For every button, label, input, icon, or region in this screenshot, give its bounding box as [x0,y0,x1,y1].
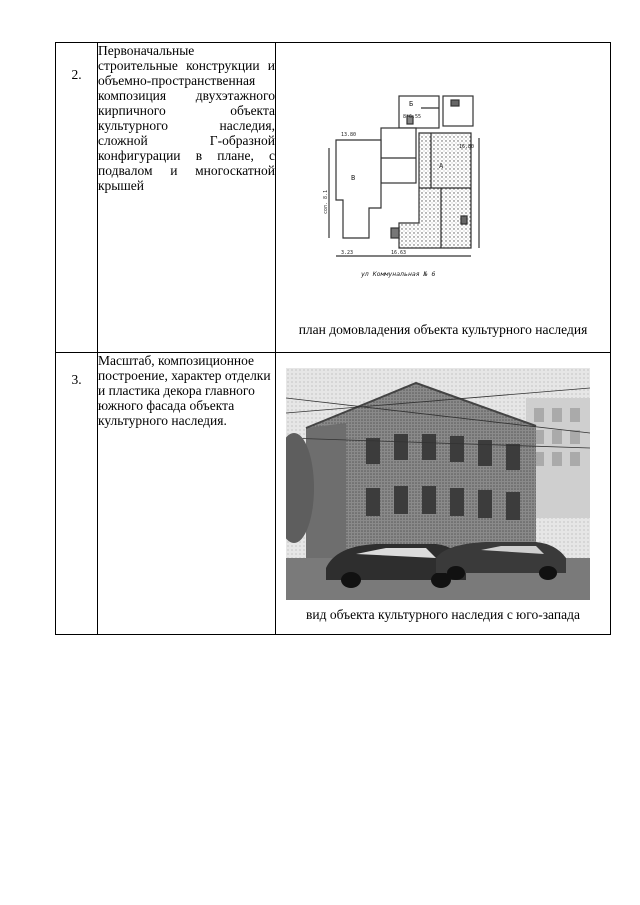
plan-caption: план домовладения объекта культурного наследия [298,322,588,337]
heritage-table [55,42,611,635]
plan-street-label: ул Коммунальная № 6 [361,270,436,278]
row-description: Масштаб, композиционное построение, характер отделки и пластика декора главного южного фасада объекта культурного наследия. [98,353,276,635]
plan-label-a: А [439,162,444,170]
floor-plan-drawing [321,88,521,283]
plan-label-c: В [351,174,356,182]
photo-cell [276,353,611,635]
plan-label-b: Б [409,100,414,108]
plan-bottom-dim-2: 16.63 [391,250,407,256]
photo-caption: вид объекта культурного наследия с юго-запада [306,607,580,622]
table-row [56,353,611,635]
table-row [56,43,611,353]
plan-right-dim: 16.80 [459,144,475,150]
building-photo [286,368,590,600]
row-number-cell [56,353,98,635]
plan-bottom-dim-1: 3.23 [341,250,354,256]
plan-label-b-area: 8*6.55 [403,114,422,120]
row-number: 3. [71,372,82,387]
row-number: 2. [71,67,82,82]
row-number-cell [56,43,98,353]
row-description: Первоначальные строительные конструкции и объемно-пространственная композиция двухэтажного кирпичного объекта культурного наследия, сложной Г-образной конфигурации в плане, с подвалом и многоскатной крышей [98,43,276,353]
plan-left-dim: сол. 8.1 [323,189,329,214]
plan-top-dim: 13.80 [341,132,357,138]
plan-image-cell [276,43,611,353]
